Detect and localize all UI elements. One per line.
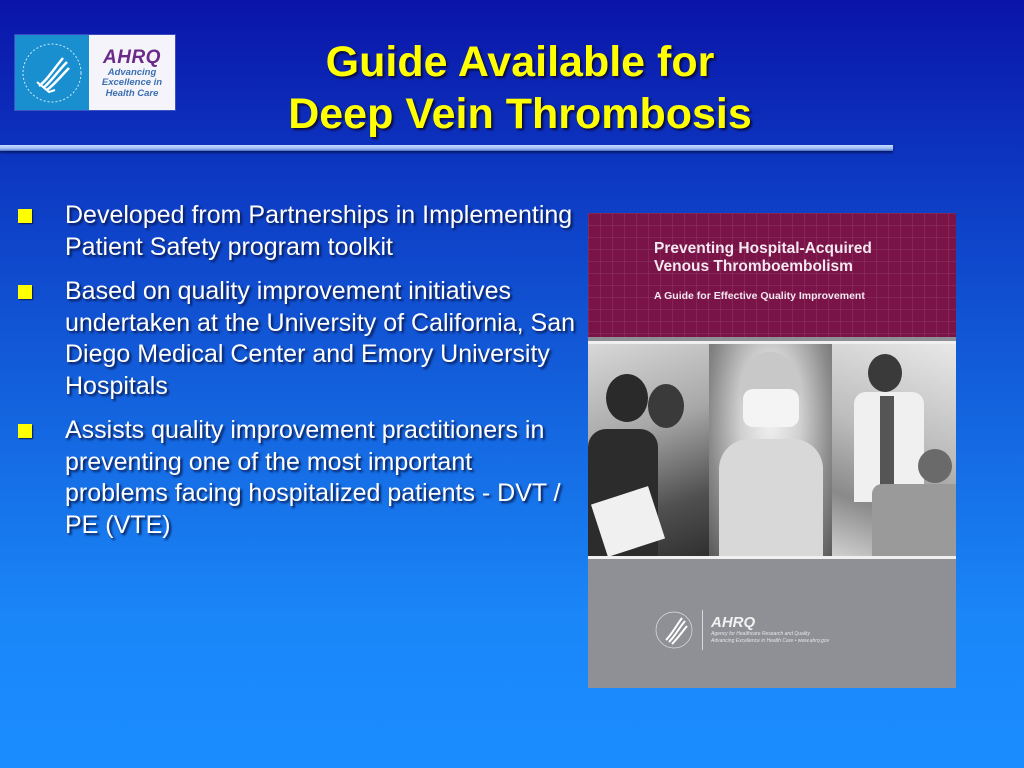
cover-subtitle: A Guide for Effective Quality Improvement bbox=[654, 290, 865, 302]
logo-divider bbox=[702, 610, 703, 650]
ahrq-tagline-1: Advancing bbox=[107, 66, 157, 78]
bullet-text: Developed from Partnerships in Implementing Patient Safety program toolkit bbox=[65, 201, 573, 261]
square-bullet-icon bbox=[18, 209, 32, 223]
cover-agency-logo bbox=[654, 608, 829, 652]
ahrq-tagline-3: Health Care bbox=[105, 87, 159, 99]
slide-title-line-1: Guide Available for bbox=[325, 38, 715, 86]
ahrq-tagline-2: Excellence in bbox=[101, 77, 163, 89]
cover-title-line-2: Venous Thromboembolism bbox=[654, 258, 853, 275]
cover-title-band bbox=[588, 213, 956, 337]
bullet-item bbox=[18, 276, 578, 402]
ahrq-hhs-logo bbox=[15, 35, 175, 110]
photo-surgeon bbox=[709, 344, 832, 556]
bullet-text: Assists quality improvement practitioners in preventing one of the most important problems facing hospitalized patients - DVT / PE (VTE) bbox=[65, 416, 561, 539]
cover-agency-tagline: Advancing Excellence in Health Care • www.ahrq.gov bbox=[711, 638, 830, 644]
photo-doctor-with-patient bbox=[832, 344, 956, 556]
bullet-item bbox=[18, 200, 578, 263]
ahrq-wordmark: AHRQ bbox=[103, 46, 161, 68]
cover-agency-name: Agency for Healthcare Research and Quality bbox=[711, 631, 810, 637]
hhs-eagle-icon bbox=[15, 35, 89, 110]
bullet-item bbox=[18, 415, 578, 541]
cover-title-line-1: Preventing Hospital-Acquired bbox=[654, 240, 872, 257]
slide-title bbox=[200, 36, 840, 140]
square-bullet-icon bbox=[18, 424, 32, 438]
bullet-text: Based on quality improvement initiatives undertaken at the University of California, San Diego Medical Center and Emory University Hospitals bbox=[65, 277, 575, 400]
hhs-eagle-icon bbox=[654, 608, 694, 652]
cover-photo-strip bbox=[588, 341, 956, 559]
photo-clinicians-reviewing-chart bbox=[588, 344, 709, 556]
title-divider bbox=[0, 145, 893, 151]
bullet-list bbox=[18, 200, 578, 554]
cover-ahrq-wordmark: AHRQ bbox=[711, 614, 756, 631]
slide-title-line-2: Deep Vein Thrombosis bbox=[288, 90, 752, 138]
square-bullet-icon bbox=[18, 285, 32, 299]
guide-cover-image bbox=[588, 213, 956, 688]
ahrq-logo-panel bbox=[89, 35, 175, 110]
cover-title bbox=[654, 240, 872, 276]
